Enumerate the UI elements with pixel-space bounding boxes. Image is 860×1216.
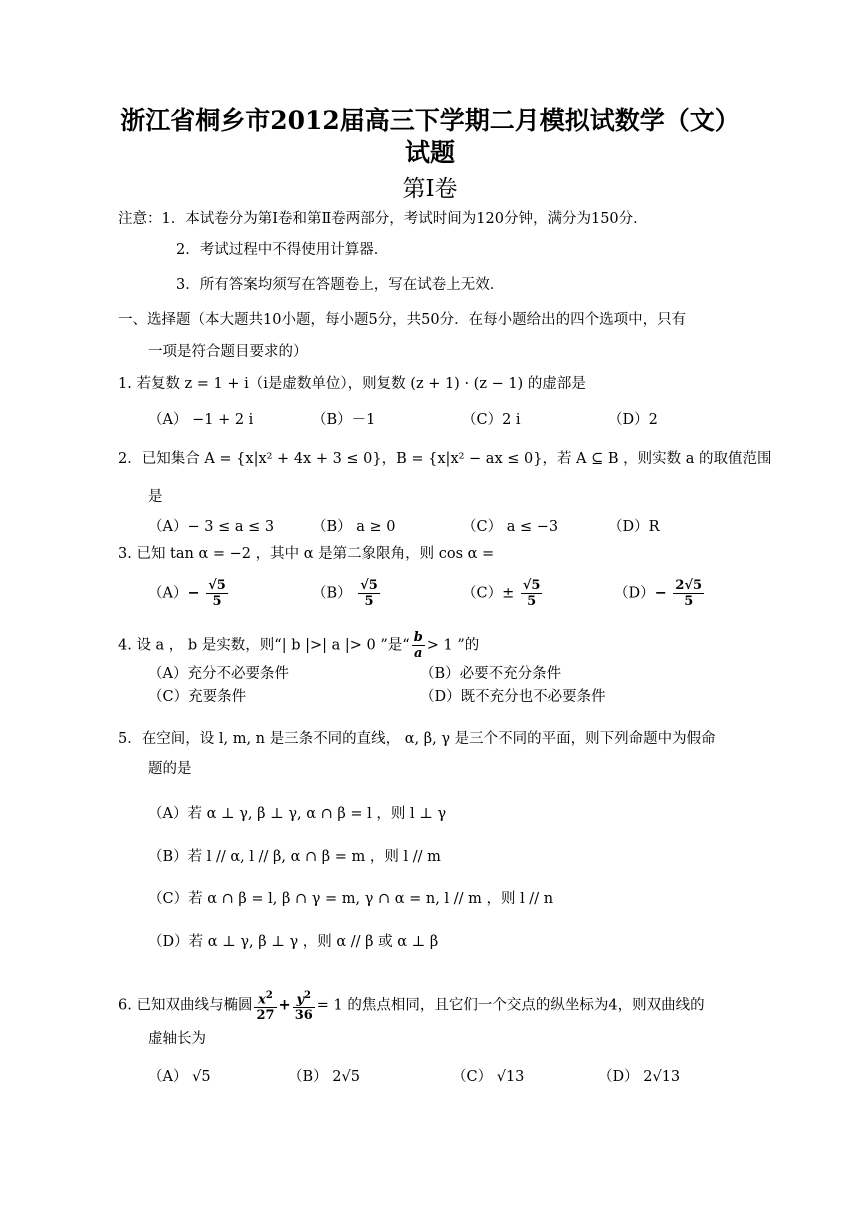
q6-option-c: （C） √13 <box>452 1069 525 1085</box>
q3-option-a: （A）− $\frac{√5}{5}$ <box>148 578 226 609</box>
q2-option-b: （B） a ≥ 0 <box>312 519 396 535</box>
question-1: 1. 若复数 z = 1 + i（i是虚数单位），则复数 (z + 1) · (z − 1) 的虚部是 <box>118 376 586 392</box>
q6-option-a: （A） √5 <box>148 1069 211 1085</box>
question-4-text-start: 4. 设 a ， b 是实数，则“| b |>| a |> 0 ”是“ <box>118 637 410 654</box>
q5-option-d: （D）若 α ⊥ γ, β ⊥ γ ，则 α // β 或 α ⊥ β <box>148 934 439 950</box>
question-6-line2: 虚轴长为 <box>148 1031 206 1047</box>
section-heading: 第Ⅰ卷 <box>402 176 458 202</box>
q6-fraction-x: $\frac{x^2}{27}$ <box>256 990 275 1024</box>
note-3: 3．所有答案均须写在答题卷上，写在试卷上无效． <box>176 277 505 293</box>
q6-option-b: （B） 2√5 <box>288 1069 360 1085</box>
q4-option-c: （C）充要条件 <box>148 689 247 705</box>
q3-option-a-fraction: $\frac{√5}{5}$ <box>208 578 226 609</box>
q1-option-a: （A） −1 + 2 i <box>148 412 254 428</box>
q2-option-d: （D）R <box>608 519 660 535</box>
q3-option-c: （C）± $\frac{√5}{5}$ <box>462 578 541 609</box>
question-2-line2: 是 <box>148 489 163 505</box>
q5-option-c: （C）若 α ∩ β = l, β ∩ γ = m, γ ∩ α = n, l // m ，则 l // n <box>148 891 554 907</box>
note-2: 2．考试过程中不得使用计算器． <box>176 242 389 258</box>
question-5-line2: 题的是 <box>148 761 192 777</box>
section-title-line2: 一项是符合题目要求的） <box>148 344 308 360</box>
q1-option-b: （B）－1 <box>312 412 376 428</box>
q1-option-c: （C）2 i <box>462 412 521 428</box>
question-5-line1: 5．在空间，设 l, m, n 是三条不同的直线， α, β, γ 是三个不同的平面，则下列命题中为假命 <box>118 731 716 747</box>
q6-fraction-y: $\frac{y^2}{36}$ <box>294 990 313 1024</box>
q3-option-b-fraction: $\frac{√5}{5}$ <box>360 578 378 609</box>
q3-option-d: （D）− $\frac{2√5}{5}$ <box>614 578 703 609</box>
q3-option-b <box>312 578 382 609</box>
q2-option-c: （C） a ≤ −3 <box>462 519 559 535</box>
q3-option-d-label: （D） <box>614 585 655 602</box>
q4-option-a: （A）充分不必要条件 <box>148 666 289 682</box>
question-6-text-end: = 1 的焦点相同，且它们一个交点的纵坐标为4，则双曲线的 <box>316 997 705 1014</box>
q5-option-a: （A）若 α ⊥ γ, β ⊥ γ, α ∩ β = l ，则 l ⊥ γ <box>148 806 447 822</box>
question-6-text-start: 6. 已知双曲线与椭圆 <box>118 997 253 1014</box>
q3-option-b-label: （B） <box>312 585 352 602</box>
q3-option-a-label: （A） <box>148 585 188 602</box>
q6-option-d: （D） 2√13 <box>598 1069 681 1085</box>
q2-option-a: （A）− 3 ≤ a ≤ 3 <box>148 519 275 535</box>
section-title-line1: 一、选择题（本大题共10小题，每小题5分，共50分．在每小题给出的四个选项中，只有 <box>118 312 687 328</box>
q4-fraction-b-over-a: $\frac{b}{a}$ <box>413 630 423 661</box>
q1-option-d: （D）2 <box>608 412 658 428</box>
q3-option-c-fraction: $\frac{√5}{5}$ <box>522 578 541 609</box>
q5-option-b: （B）若 l // α, l // β, α ∩ β = m ，则 l // m <box>148 849 441 865</box>
note-1: 注意：1．本试卷分为第Ⅰ卷和第Ⅱ卷两部分，考试时间为120分钟，满分为150分． <box>118 211 648 227</box>
question-2-line1: 2．已知集合 A = {x|x² + 4x + 3 ≤ 0}，B = {x|x² − ax ≤ 0}，若 A ⊆ B ，则实数 a 的取值范围 <box>118 451 772 467</box>
q3-option-c-label: （C） <box>462 585 503 602</box>
question-4-text-end: > 1 ”的 <box>426 637 480 654</box>
exam-title: 浙江省桐乡市2012届高三下学期二月模拟试数学（文）试题 <box>120 106 740 167</box>
question-6-line1: 6. 已知双曲线与椭圆 $\frac{x^2}{27}$ + $\frac{y^2}{36}$ = 1 的焦点相同，且它们一个交点的纵坐标为4，则双曲线的 <box>118 990 705 1024</box>
question-4 <box>118 630 479 661</box>
q4-option-b: （B）必要不充分条件 <box>420 666 562 682</box>
question-3: 3. 已知 tan α = −2 ，其中 α 是第二象限角，则 cos α = <box>118 546 495 562</box>
q3-option-d-fraction: $\frac{2√5}{5}$ <box>675 578 703 609</box>
q4-option-d: （D）既不充分也不必要条件 <box>420 689 606 705</box>
